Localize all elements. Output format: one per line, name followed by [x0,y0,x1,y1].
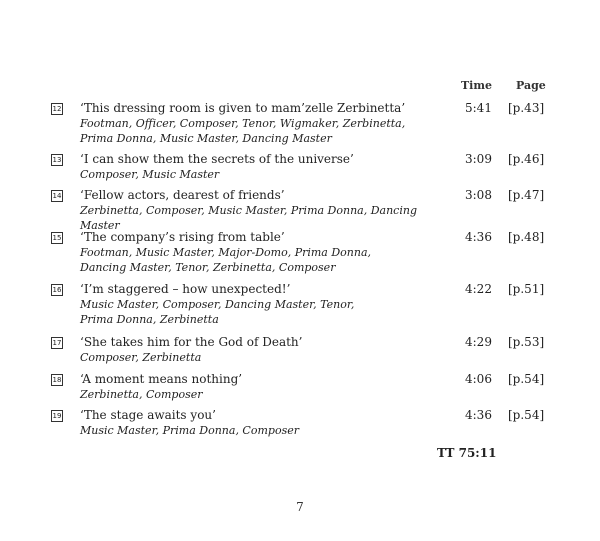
track-title: ‘I can show them the secrets of the universe’ [80,152,354,166]
track-time: 4:36 [465,230,492,244]
track-number-box: 18 [52,376,62,384]
track-number-box: 16 [52,286,62,294]
roles-line: Zerbinetta, Composer [80,388,203,401]
track-page-ref: [p.53] [508,335,545,349]
track-time: 3:09 [465,152,492,166]
roles-line: Dancing Master, Tenor, Zerbinetta, Composer [80,261,336,274]
track-title: ‘I’m staggered – how unexpected!’ [80,282,291,296]
total-time: TT 75:11 [437,446,497,460]
track-number-box: 12 [52,105,62,113]
track-roles [80,245,440,275]
roles-line: Prima Donna, Music Master, Dancing Master [80,132,332,145]
track-title: ‘She takes him for the God of Death’ [80,335,303,349]
track-roles [80,116,440,146]
track-time: 4:29 [465,335,492,349]
track-title: ‘Fellow actors, dearest of friends’ [80,188,285,202]
track-roles [80,297,440,327]
track-time: 4:06 [465,372,492,386]
track-page-ref: [p.48] [508,230,545,244]
roles-line: Music Master, Composer, Dancing Master, Tenor, [80,298,355,311]
track-page-ref: [p.54] [508,372,545,386]
track-time: 5:41 [465,101,492,115]
roles-line: Composer, Music Master [80,168,220,181]
track-number-box: 19 [52,412,62,420]
track-time: 4:22 [465,282,492,296]
track-time: 4:36 [465,408,492,422]
roles-line: Footman, Officer, Composer, Tenor, Wigmaker, Zerbinetta, [80,117,406,130]
page-number: 7 [296,500,304,514]
track-title: ‘The stage awaits you’ [80,408,216,422]
track-number-box: 15 [52,234,62,242]
track-title: ‘This dressing room is given to mam’zelle Zerbinetta’ [80,101,406,115]
track-page-ref: [p.46] [508,152,545,166]
roles-line: Zerbinetta, Composer, Music Master, Prima Donna, Dancing Master [80,204,417,232]
track-page-ref: [p.43] [508,101,545,115]
track-time: 3:08 [465,188,492,202]
roles-line: Music Master, Prima Donna, Composer [80,424,299,437]
track-roles [80,350,440,365]
track-roles [80,203,440,233]
track-roles [80,167,440,182]
track-page-ref: [p.51] [508,282,545,296]
track-number-box: 17 [52,339,62,347]
track-roles [80,387,440,402]
track-page-ref: [p.47] [508,188,545,202]
time-column-header: Time [461,79,493,92]
track-title: ‘The company’s rising from table’ [80,230,285,244]
track-roles [80,423,440,438]
roles-line: Footman, Music Master, Major-Domo, Prima Donna, [80,246,372,259]
roles-line: Composer, Zerbinetta [80,351,202,364]
track-page-ref: [p.54] [508,408,545,422]
track-number-box: 13 [52,156,62,164]
roles-line: Prima Donna, Zerbinetta [80,313,219,326]
track-title: ‘A moment means nothing’ [80,372,243,386]
track-number-box: 14 [52,192,62,200]
page-column-header: Page [516,79,546,92]
